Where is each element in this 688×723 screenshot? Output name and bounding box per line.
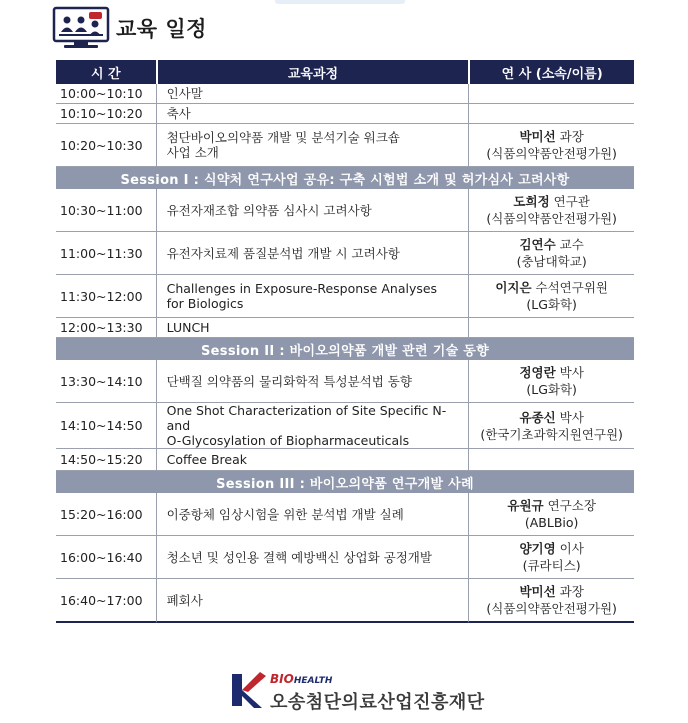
session-row bbox=[56, 338, 634, 360]
session-title: Session III : 바이오의약품 연구개발 사례 bbox=[56, 471, 634, 493]
table-header-row bbox=[56, 60, 634, 84]
time-cell: 11:00~11:30 bbox=[56, 232, 156, 275]
schedule-row bbox=[56, 275, 634, 318]
schedule-row bbox=[56, 360, 634, 403]
speaker-role: 과장 bbox=[555, 584, 584, 599]
k-logo-icon bbox=[226, 670, 268, 710]
schedule-row bbox=[56, 536, 634, 579]
course-title-line: 첨단바이오의약품 개발 및 분석기술 워크숍 bbox=[166, 130, 400, 145]
speaker-name: 양기영 bbox=[519, 541, 556, 556]
column-header-speaker: 연 사 (소속/이름) bbox=[468, 60, 634, 84]
speaker-name: 정영란 bbox=[519, 365, 556, 380]
speaker-org: (충남대학교) bbox=[516, 254, 587, 269]
session-row bbox=[56, 167, 634, 189]
speaker-name: 김연수 bbox=[519, 237, 556, 252]
course-cell bbox=[156, 403, 469, 449]
speaker-org: (LG화학) bbox=[526, 382, 577, 397]
schedule-body bbox=[56, 84, 634, 623]
time-cell: 16:00~16:40 bbox=[56, 536, 156, 579]
speaker-role: 연구관 bbox=[549, 194, 590, 209]
course-cell: 청소년 및 성인용 결핵 예방백신 상업화 공정개발 bbox=[156, 536, 469, 579]
footer-brand-mark bbox=[270, 672, 332, 686]
footer-brand-bio: BIO bbox=[270, 672, 294, 686]
session-row bbox=[56, 471, 634, 493]
time-cell: 12:00~13:30 bbox=[56, 318, 156, 338]
speaker-name-line bbox=[469, 236, 634, 253]
schedule-row bbox=[56, 318, 634, 338]
top-accent-bar bbox=[275, 0, 405, 4]
course-cell: 인사말 bbox=[156, 84, 469, 104]
footer-logo bbox=[226, 670, 486, 713]
speaker-name-line bbox=[469, 279, 634, 296]
speaker-cell bbox=[468, 189, 634, 232]
schedule-row bbox=[56, 232, 634, 275]
speaker-cell bbox=[468, 403, 634, 449]
time-cell: 10:00~10:10 bbox=[56, 84, 156, 104]
course-cell bbox=[156, 124, 469, 167]
time-cell: 10:20~10:30 bbox=[56, 124, 156, 167]
course-title-line: 사업 소개 bbox=[166, 145, 219, 160]
speaker-name: 유종신 bbox=[519, 409, 556, 425]
speaker-name-line bbox=[469, 583, 634, 600]
speaker-org: (식품의약품안전평가원) bbox=[486, 146, 617, 161]
course-cell: 유전자치료제 품질분석법 개발 시 고려사항 bbox=[156, 232, 469, 275]
session-title: Session I : 식약처 연구사업 공유: 구축 시험법 소개 및 허가심사 고려사항 bbox=[56, 167, 634, 189]
speaker-org: (큐라티스) bbox=[522, 558, 581, 573]
speaker-name-line bbox=[469, 409, 634, 426]
time-cell: 10:10~10:20 bbox=[56, 104, 156, 124]
course-cell: 단백질 의약품의 물리화학적 특성분석법 동향 bbox=[156, 360, 469, 403]
course-cell: LUNCH bbox=[156, 318, 469, 338]
course-cell: 유전자재조합 의약품 심사시 고려사항 bbox=[156, 189, 469, 232]
speaker-role: 과장 bbox=[555, 129, 584, 144]
course-cell: 이중항체 임상시험을 위한 분석법 개발 실례 bbox=[156, 493, 469, 536]
speaker-role: 수석연구위원 bbox=[531, 280, 608, 295]
course-cell: Coffee Break bbox=[156, 449, 469, 471]
page-title: 교육 일정 bbox=[116, 17, 207, 41]
speaker-cell bbox=[468, 449, 634, 471]
column-header-course: 교육과정 bbox=[156, 60, 469, 84]
speaker-name: 유원규 bbox=[507, 498, 544, 513]
presentation-icon bbox=[52, 6, 110, 50]
time-cell: 16:40~17:00 bbox=[56, 579, 156, 623]
schedule-row bbox=[56, 449, 634, 471]
schedule-row bbox=[56, 104, 634, 124]
schedule-row bbox=[56, 189, 634, 232]
schedule-row bbox=[56, 124, 634, 167]
column-header-time: 시 간 bbox=[56, 60, 156, 84]
speaker-name-line bbox=[469, 193, 634, 210]
speaker-cell bbox=[468, 493, 634, 536]
course-title-line: for Biologics bbox=[166, 296, 244, 311]
course-cell bbox=[156, 275, 469, 318]
speaker-role: 교수 bbox=[555, 237, 584, 252]
speaker-name: 도희정 bbox=[513, 194, 550, 209]
footer-brand-health: HEALTH bbox=[293, 676, 333, 686]
course-title-line: Challenges in Exposure-Response Analyses bbox=[166, 281, 438, 296]
session-title: Session II : 바이오의약품 개발 관련 기술 동향 bbox=[56, 338, 634, 360]
speaker-cell bbox=[468, 536, 634, 579]
speaker-org: (한국기초과학지원연구원) bbox=[480, 426, 623, 442]
schedule-row bbox=[56, 493, 634, 536]
course-title-line: O-Glycosylation of Biopharmaceuticals bbox=[166, 433, 410, 448]
speaker-cell bbox=[468, 104, 634, 124]
section-header bbox=[52, 6, 207, 50]
speaker-org: (식품의약품안전평가원) bbox=[486, 211, 617, 226]
schedule-row bbox=[56, 579, 634, 623]
time-cell: 14:10~14:50 bbox=[56, 403, 156, 449]
speaker-name: 박미선 bbox=[519, 129, 556, 144]
speaker-cell bbox=[468, 84, 634, 104]
speaker-cell bbox=[468, 579, 634, 623]
speaker-name-line bbox=[469, 128, 634, 145]
schedule-table bbox=[56, 60, 634, 623]
speaker-name-line bbox=[469, 497, 634, 514]
speaker-role: 박사 bbox=[555, 409, 584, 425]
speaker-name: 이지은 bbox=[495, 280, 532, 295]
time-cell: 13:30~14:10 bbox=[56, 360, 156, 403]
course-title-line: One Shot Characterization of Site Specific N-and bbox=[166, 403, 447, 433]
speaker-cell bbox=[468, 232, 634, 275]
speaker-org: (LG화학) bbox=[526, 297, 577, 312]
speaker-name-line bbox=[469, 540, 634, 557]
speaker-name-line bbox=[469, 364, 634, 381]
time-cell: 11:30~12:00 bbox=[56, 275, 156, 318]
time-cell: 10:30~11:00 bbox=[56, 189, 156, 232]
speaker-cell bbox=[468, 124, 634, 167]
speaker-role: 이사 bbox=[555, 541, 584, 556]
speaker-name: 박미선 bbox=[519, 584, 556, 599]
footer-org-name: 오송첨단의료산업진흥재단 bbox=[270, 692, 485, 713]
speaker-cell bbox=[468, 360, 634, 403]
schedule-row bbox=[56, 403, 634, 449]
speaker-role: 연구소장 bbox=[543, 498, 596, 513]
speaker-role: 박사 bbox=[555, 365, 584, 380]
time-cell: 15:20~16:00 bbox=[56, 493, 156, 536]
schedule-row bbox=[56, 84, 634, 104]
course-cell: 폐회사 bbox=[156, 579, 469, 623]
course-cell: 축사 bbox=[156, 104, 469, 124]
speaker-org: (식품의약품안전평가원) bbox=[486, 601, 617, 616]
time-cell: 14:50~15:20 bbox=[56, 449, 156, 471]
speaker-org: (ABLBio) bbox=[524, 515, 579, 530]
speaker-cell bbox=[468, 318, 634, 338]
speaker-cell bbox=[468, 275, 634, 318]
